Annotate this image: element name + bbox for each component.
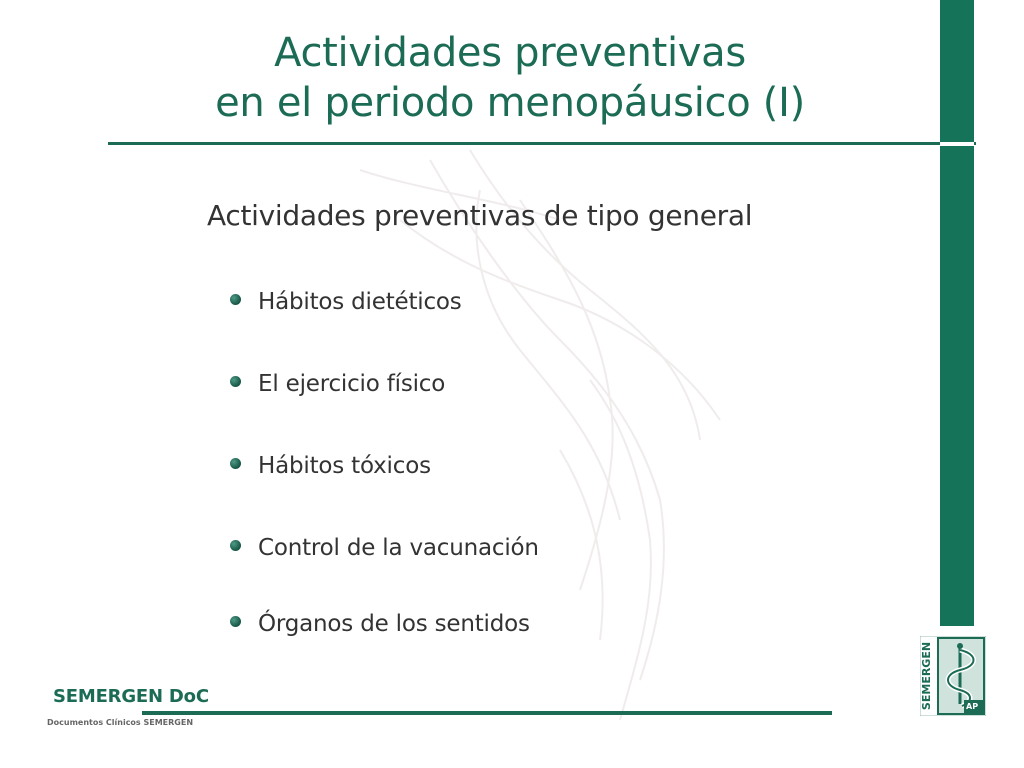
bullet-text: Órganos de los sentidos [258, 611, 530, 637]
bullet-dot-icon [230, 616, 241, 627]
bullet-item-organos-sentidos [230, 602, 539, 662]
footer-brand: SEMERGEN DoC [53, 686, 209, 707]
bullet-item-habitos-dieteticos [230, 280, 539, 362]
title-divider [108, 142, 976, 145]
bullet-text: El ejercicio físico [258, 371, 446, 397]
title-line-2: en el periodo menopáusico (I) [215, 80, 805, 126]
side-bar-gap [940, 142, 974, 146]
bullet-dot-icon [230, 294, 241, 305]
bullet-dot-icon [230, 458, 241, 469]
title-line-1: Actividades preventivas [274, 30, 746, 76]
bullet-dot-icon [230, 376, 241, 387]
side-accent-bar [940, 0, 974, 626]
logo-wordmark: SEMERGEN [920, 641, 933, 711]
footer-brand-subtitle: Documentos Clínicos SEMERGEN [47, 718, 194, 727]
bullet-item-control-vacunacion [230, 526, 539, 608]
bullet-text: Control de la vacunación [258, 535, 539, 561]
bullet-item-habitos-toxicos [230, 444, 539, 526]
footer-divider [142, 711, 832, 715]
bullet-item-ejercicio-fisico [230, 362, 539, 444]
bullet-text: Hábitos dietéticos [258, 289, 462, 315]
logo-badge: AP [966, 702, 979, 711]
bullet-list [230, 280, 539, 662]
bullet-text: Hábitos tóxicos [258, 453, 431, 479]
slide-title [110, 28, 910, 128]
bullet-dot-icon [230, 540, 241, 551]
slide-subtitle: Actividades preventivas de tipo general [207, 199, 753, 232]
